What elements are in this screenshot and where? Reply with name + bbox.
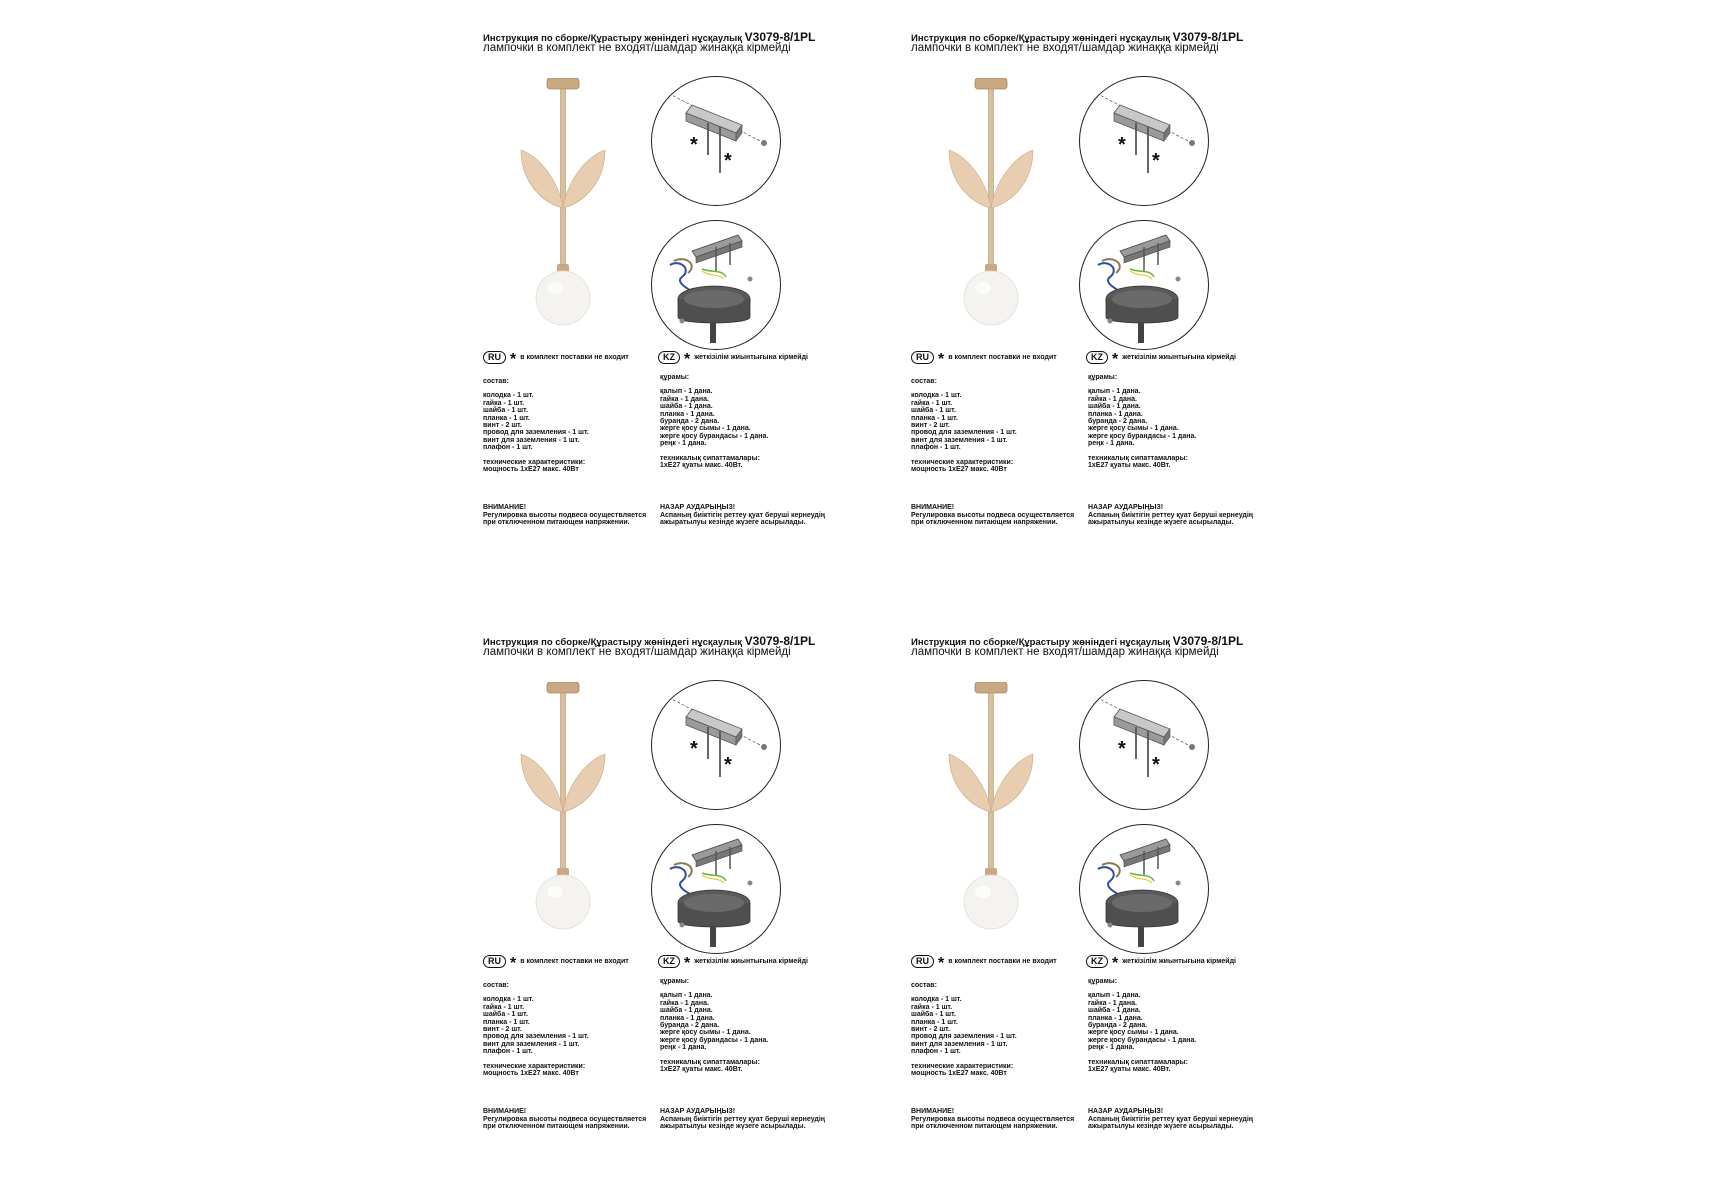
list-item: қалып - 1 дана. bbox=[1088, 388, 1141, 396]
list-item: қалып - 1 дана. bbox=[660, 992, 713, 1000]
kz-not-included-note: жеткізілім жиынтығына кірмейді bbox=[1122, 957, 1236, 965]
kz-contents-list bbox=[1088, 978, 1196, 1073]
diagram-star: * bbox=[724, 754, 732, 776]
list-item: шайба - 1 дана. bbox=[1088, 403, 1141, 411]
kz-specs: 1хЕ27 қуаты макс. 40Вт. bbox=[660, 462, 743, 470]
wiring-assembly-diagram bbox=[651, 824, 781, 954]
instruction-panel-top-left bbox=[483, 30, 883, 530]
ru-not-included-note: в комплект поставки не входит bbox=[520, 957, 629, 965]
list-item: винт - 2 шт. bbox=[911, 1026, 950, 1034]
ru-warning-line: Регулировка высоты подвеса осуществляется bbox=[911, 1115, 1075, 1123]
list-item: жерге қосу сымы - 1 дана. bbox=[1088, 425, 1179, 433]
list-item: гайка - 1 шт. bbox=[911, 399, 953, 407]
kz-specs-title: техникалық сипаттамалары: bbox=[1088, 1058, 1188, 1066]
kz-specs: 1хЕ27 қуаты макс. 40Вт. bbox=[1088, 462, 1171, 470]
ru-badge: RU bbox=[483, 351, 506, 364]
ru-not-included-legend bbox=[911, 350, 1057, 368]
kz-specs: 1хЕ27 қуаты макс. 40Вт. bbox=[1088, 1066, 1171, 1074]
list-item: провод для заземления - 1 шт. bbox=[483, 429, 589, 437]
ru-warning-title: ВНИМАНИЕ! bbox=[911, 504, 955, 511]
kz-not-included-note: жеткізілім жиынтығына кірмейді bbox=[1122, 353, 1236, 361]
model-number: V3079-8/1PL bbox=[1172, 634, 1244, 648]
kz-contents-title: құрамы: bbox=[1088, 978, 1118, 985]
doc-subtitle: лампочки в комплект не входят/шамдар жинаққа кірмейді bbox=[911, 646, 1219, 658]
star-symbol: * bbox=[510, 955, 517, 972]
diagram-star: * bbox=[1118, 134, 1126, 156]
instruction-panel-bottom-left bbox=[483, 634, 883, 1134]
kz-not-included-legend bbox=[1086, 350, 1236, 368]
kz-warning-title: НАЗАР АУДАРЫҢЫЗ! bbox=[660, 1108, 736, 1115]
kz-warning-line: ажыратылуы кезінде жүзеге асырылады. bbox=[660, 519, 806, 527]
model-number: V3079-8/1PL bbox=[744, 30, 816, 44]
pendant-lamp-illustration bbox=[513, 78, 613, 348]
list-item: планка - 1 шт. bbox=[483, 414, 530, 422]
doc-title: Инструкция по сборке/Құрастыру жөніндегі нұсқаулық V3079-8/1PL bbox=[483, 30, 816, 44]
ru-warning bbox=[911, 504, 1074, 527]
ru-contents-list bbox=[911, 378, 1017, 473]
kz-contents-title: құрамы: bbox=[1088, 374, 1118, 381]
kz-not-included-legend bbox=[658, 350, 808, 368]
ru-contents-title: состав: bbox=[483, 982, 509, 989]
list-item: жерге қосу сымы - 1 дана. bbox=[1088, 1029, 1179, 1037]
pendant-lamp-illustration bbox=[941, 78, 1041, 348]
ru-warning-title: ВНИМАНИЕ! bbox=[483, 504, 527, 511]
list-item: шайба - 1 дана. bbox=[660, 403, 713, 411]
kz-not-included-legend bbox=[658, 954, 808, 972]
list-item: колодка - 1 шт. bbox=[911, 392, 962, 400]
list-item: гайка - 1 дана. bbox=[660, 999, 709, 1007]
list-item: плафон - 1 шт. bbox=[911, 444, 961, 452]
kz-warning-line: Аспаның биіктігін реттеу қуат беруші кернеудің bbox=[660, 511, 826, 519]
list-item: винт для заземления - 1 шт. bbox=[483, 436, 580, 444]
ru-badge: RU bbox=[911, 955, 934, 968]
kz-warning-line: ажыратылуы кезінде жүзеге асырылады. bbox=[1088, 1123, 1234, 1131]
ru-contents-title: состав: bbox=[483, 378, 509, 385]
ru-not-included-legend bbox=[483, 350, 629, 368]
ru-specs-title: технические характеристики: bbox=[911, 458, 1014, 466]
list-item: гайка - 1 шт. bbox=[911, 1003, 953, 1011]
kz-contents-title: құрамы: bbox=[660, 374, 690, 381]
wiring-assembly-diagram bbox=[1079, 824, 1209, 954]
kz-not-included-note: жеткізілім жиынтығына кірмейді bbox=[694, 353, 808, 361]
diagram-star: * bbox=[1152, 754, 1160, 776]
mounting-bracket-diagram bbox=[651, 680, 781, 810]
doc-subtitle: лампочки в комплект не входят/шамдар жинаққа кірмейді bbox=[911, 42, 1219, 54]
list-item: буранда - 2 дана. bbox=[660, 1022, 720, 1030]
ru-warning bbox=[483, 1108, 646, 1131]
ru-specs: мощность 1хЕ27 макс. 40Вт bbox=[483, 1070, 579, 1078]
star-symbol: * bbox=[938, 351, 945, 368]
list-item: планка - 1 шт. bbox=[911, 414, 958, 422]
ru-contents-list bbox=[483, 378, 589, 473]
ru-warning bbox=[483, 504, 646, 527]
star-symbol: * bbox=[1112, 351, 1119, 368]
kz-warning-line: Аспаның биіктігін реттеу қуат беруші кернеудің bbox=[1088, 1115, 1254, 1123]
list-item: реңк - 1 дана. bbox=[1088, 440, 1135, 448]
kz-badge: KZ bbox=[658, 351, 680, 364]
kz-warning-line: ажыратылуы кезінде жүзеге асырылады. bbox=[1088, 519, 1234, 527]
diagram-star: * bbox=[690, 738, 698, 760]
kz-specs-title: техникалық сипаттамалары: bbox=[660, 1058, 760, 1066]
list-item: шайба - 1 дана. bbox=[1088, 1007, 1141, 1015]
kz-specs-title: техникалық сипаттамалары: bbox=[660, 454, 760, 462]
kz-badge: KZ bbox=[658, 955, 680, 968]
ru-contents-list bbox=[911, 982, 1017, 1077]
doc-title: Инструкция по сборке/Құрастыру жөніндегі нұсқаулық V3079-8/1PL bbox=[911, 30, 1244, 44]
ru-contents-list bbox=[483, 982, 589, 1077]
ru-warning-line: Регулировка высоты подвеса осуществляется bbox=[911, 511, 1075, 519]
ru-warning-line: при отключенном питающем напряжении. bbox=[911, 1123, 1058, 1131]
list-item: буранда - 2 дана. bbox=[1088, 418, 1148, 426]
list-item: планка - 1 дана. bbox=[1088, 1014, 1143, 1022]
kz-warning bbox=[660, 1108, 825, 1131]
list-item: винт - 2 шт. bbox=[911, 422, 950, 430]
wiring-assembly-diagram bbox=[1079, 220, 1209, 350]
diagram-star: * bbox=[690, 134, 698, 156]
ru-not-included-legend bbox=[483, 954, 629, 972]
list-item: жерге қосу сымы - 1 дана. bbox=[660, 1029, 751, 1037]
kz-contents-list bbox=[660, 374, 768, 469]
kz-warning-line: ажыратылуы кезінде жүзеге асырылады. bbox=[660, 1123, 806, 1131]
kz-contents-list bbox=[1088, 374, 1196, 469]
list-item: шайба - 1 шт. bbox=[483, 407, 528, 415]
star-symbol: * bbox=[510, 351, 517, 368]
model-number: V3079-8/1PL bbox=[1172, 30, 1244, 44]
list-item: плафон - 1 шт. bbox=[483, 444, 533, 452]
instruction-panel-bottom-right bbox=[911, 634, 1311, 1134]
list-item: реңк - 1 дана. bbox=[660, 1044, 707, 1052]
ru-specs: мощность 1хЕ27 макс. 40Вт bbox=[911, 1070, 1007, 1078]
doc-title: Инструкция по сборке/Құрастыру жөніндегі нұсқаулық V3079-8/1PL bbox=[483, 634, 816, 648]
star-symbol: * bbox=[684, 955, 691, 972]
kz-warning bbox=[1088, 504, 1253, 527]
ru-specs-title: технические характеристики: bbox=[483, 1062, 586, 1070]
ru-contents-title: состав: bbox=[911, 982, 937, 989]
list-item: колодка - 1 шт. bbox=[911, 996, 962, 1004]
list-item: плафон - 1 шт. bbox=[483, 1048, 533, 1056]
list-item: плафон - 1 шт. bbox=[911, 1048, 961, 1056]
kz-specs: 1хЕ27 қуаты макс. 40Вт. bbox=[660, 1066, 743, 1074]
list-item: винт - 2 шт. bbox=[483, 422, 522, 430]
list-item: жерге қосу бурандасы - 1 дана. bbox=[660, 432, 769, 440]
ru-badge: RU bbox=[483, 955, 506, 968]
kz-specs-title: техникалық сипаттамалары: bbox=[1088, 454, 1188, 462]
list-item: гайка - 1 шт. bbox=[483, 1003, 525, 1011]
list-item: шайба - 1 дана. bbox=[660, 1007, 713, 1015]
kz-not-included-legend bbox=[1086, 954, 1236, 972]
list-item: буранда - 2 дана. bbox=[1088, 1022, 1148, 1030]
wiring-assembly-diagram bbox=[651, 220, 781, 350]
ru-not-included-note: в комплект поставки не входит bbox=[520, 353, 629, 361]
kz-warning-title: НАЗАР АУДАРЫҢЫЗ! bbox=[1088, 1108, 1164, 1115]
list-item: қалып - 1 дана. bbox=[660, 388, 713, 396]
ru-contents-title: состав: bbox=[911, 378, 937, 385]
list-item: винт для заземления - 1 шт. bbox=[911, 1040, 1008, 1048]
list-item: провод для заземления - 1 шт. bbox=[911, 429, 1017, 437]
ru-not-included-legend bbox=[911, 954, 1057, 972]
ru-warning-line: Регулировка высоты подвеса осуществляется bbox=[483, 1115, 647, 1123]
list-item: колодка - 1 шт. bbox=[483, 392, 534, 400]
kz-not-included-note: жеткізілім жиынтығына кірмейді bbox=[694, 957, 808, 965]
diagram-star: * bbox=[1152, 150, 1160, 172]
ru-not-included-note: в комплект поставки не входит bbox=[948, 957, 1057, 965]
list-item: винт для заземления - 1 шт. bbox=[483, 1040, 580, 1048]
mounting-bracket-diagram bbox=[1079, 76, 1209, 206]
ru-warning bbox=[911, 1108, 1074, 1131]
doc-subtitle: лампочки в комплект не входят/шамдар жинаққа кірмейді bbox=[483, 42, 791, 54]
diagram-star: * bbox=[724, 150, 732, 172]
list-item: жерге қосу сымы - 1 дана. bbox=[660, 425, 751, 433]
kz-contents-title: құрамы: bbox=[660, 978, 690, 985]
list-item: шайба - 1 шт. bbox=[911, 407, 956, 415]
list-item: провод для заземления - 1 шт. bbox=[911, 1033, 1017, 1041]
kz-warning-line: Аспаның биіктігін реттеу қуат беруші кернеудің bbox=[660, 1115, 826, 1123]
ru-not-included-note: в комплект поставки не входит bbox=[948, 353, 1057, 361]
list-item: винт для заземления - 1 шт. bbox=[911, 436, 1008, 444]
list-item: гайка - 1 дана. bbox=[1088, 395, 1137, 403]
kz-warning bbox=[1088, 1108, 1253, 1131]
ru-warning-line: Регулировка высоты подвеса осуществляется bbox=[483, 511, 647, 519]
list-item: жерге қосу бурандасы - 1 дана. bbox=[660, 1036, 769, 1044]
kz-warning bbox=[660, 504, 825, 527]
list-item: гайка - 1 дана. bbox=[660, 395, 709, 403]
star-symbol: * bbox=[684, 351, 691, 368]
doc-subtitle: лампочки в комплект не входят/шамдар жинаққа кірмейді bbox=[483, 646, 791, 658]
mounting-bracket-diagram bbox=[1079, 680, 1209, 810]
pendant-lamp-illustration bbox=[513, 682, 613, 952]
mounting-bracket-diagram bbox=[651, 76, 781, 206]
kz-badge: KZ bbox=[1086, 955, 1108, 968]
list-item: шайба - 1 шт. bbox=[911, 1011, 956, 1019]
ru-specs-title: технические характеристики: bbox=[911, 1062, 1014, 1070]
list-item: буранда - 2 дана. bbox=[660, 418, 720, 426]
instruction-panel-top-right bbox=[911, 30, 1311, 530]
list-item: жерге қосу бурандасы - 1 дана. bbox=[1088, 1036, 1197, 1044]
ru-warning-line: при отключенном питающем напряжении. bbox=[483, 519, 630, 527]
ru-specs: мощность 1хЕ27 макс. 40Вт bbox=[911, 466, 1007, 474]
star-symbol: * bbox=[1112, 955, 1119, 972]
list-item: провод для заземления - 1 шт. bbox=[483, 1033, 589, 1041]
list-item: қалып - 1 дана. bbox=[1088, 992, 1141, 1000]
ru-specs: мощность 1хЕ27 макс. 40Вт bbox=[483, 466, 579, 474]
list-item: реңк - 1 дана. bbox=[1088, 1044, 1135, 1052]
list-item: гайка - 1 шт. bbox=[483, 399, 525, 407]
ru-warning-title: ВНИМАНИЕ! bbox=[483, 1108, 527, 1115]
ru-warning-line: при отключенном питающем напряжении. bbox=[483, 1123, 630, 1131]
kz-badge: KZ bbox=[1086, 351, 1108, 364]
star-symbol: * bbox=[938, 955, 945, 972]
doc-title: Инструкция по сборке/Құрастыру жөніндегі нұсқаулық V3079-8/1PL bbox=[911, 634, 1244, 648]
kz-warning-line: Аспаның биіктігін реттеу қуат беруші кернеудің bbox=[1088, 511, 1254, 519]
ru-warning-line: при отключенном питающем напряжении. bbox=[911, 519, 1058, 527]
list-item: жерге қосу бурандасы - 1 дана. bbox=[1088, 432, 1197, 440]
list-item: колодка - 1 шт. bbox=[483, 996, 534, 1004]
list-item: реңк - 1 дана. bbox=[660, 440, 707, 448]
list-item: планка - 1 шт. bbox=[483, 1018, 530, 1026]
kz-warning-title: НАЗАР АУДАРЫҢЫЗ! bbox=[1088, 504, 1164, 511]
list-item: планка - 1 шт. bbox=[911, 1018, 958, 1026]
model-number: V3079-8/1PL bbox=[744, 634, 816, 648]
list-item: винт - 2 шт. bbox=[483, 1026, 522, 1034]
list-item: гайка - 1 дана. bbox=[1088, 999, 1137, 1007]
list-item: планка - 1 дана. bbox=[660, 1014, 715, 1022]
list-item: планка - 1 дана. bbox=[660, 410, 715, 418]
list-item: планка - 1 дана. bbox=[1088, 410, 1143, 418]
ru-warning-title: ВНИМАНИЕ! bbox=[911, 1108, 955, 1115]
kz-contents-list bbox=[660, 978, 768, 1073]
diagram-star: * bbox=[1118, 738, 1126, 760]
ru-specs-title: технические характеристики: bbox=[483, 458, 586, 466]
ru-badge: RU bbox=[911, 351, 934, 364]
pendant-lamp-illustration bbox=[941, 682, 1041, 952]
list-item: шайба - 1 шт. bbox=[483, 1011, 528, 1019]
kz-warning-title: НАЗАР АУДАРЫҢЫЗ! bbox=[660, 504, 736, 511]
